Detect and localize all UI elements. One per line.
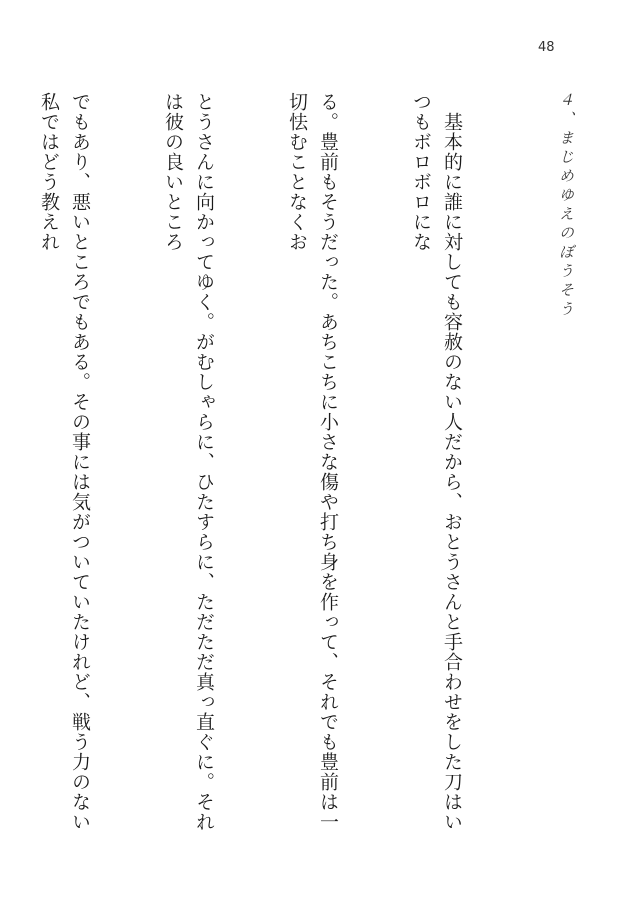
- chapter-heading: ４、まじめゆえのぼうそう: [557, 92, 575, 320]
- text-line: でもあり、悪いところでもある。その事には気がついていたけれど、戦う力のない私ではどう教えれ: [38, 92, 91, 832]
- text-line: 基本的に誰に対しても容赦のない人だから、おとうさんと手合わせをした刀はいつもボロボロにな: [410, 92, 463, 832]
- body-text: [0, 92, 529, 832]
- text-line: る。豊前もそうだった。あちこちに小さな傷や打ち身を作って、それでも豊前は一切怯むことなくお: [286, 92, 339, 832]
- page-number: 48: [538, 40, 555, 55]
- text-line: とうさんに向かってゆく。がむしゃらに、ひたすらに、ただただ真っ直ぐに。それは彼の良いところ: [162, 92, 215, 832]
